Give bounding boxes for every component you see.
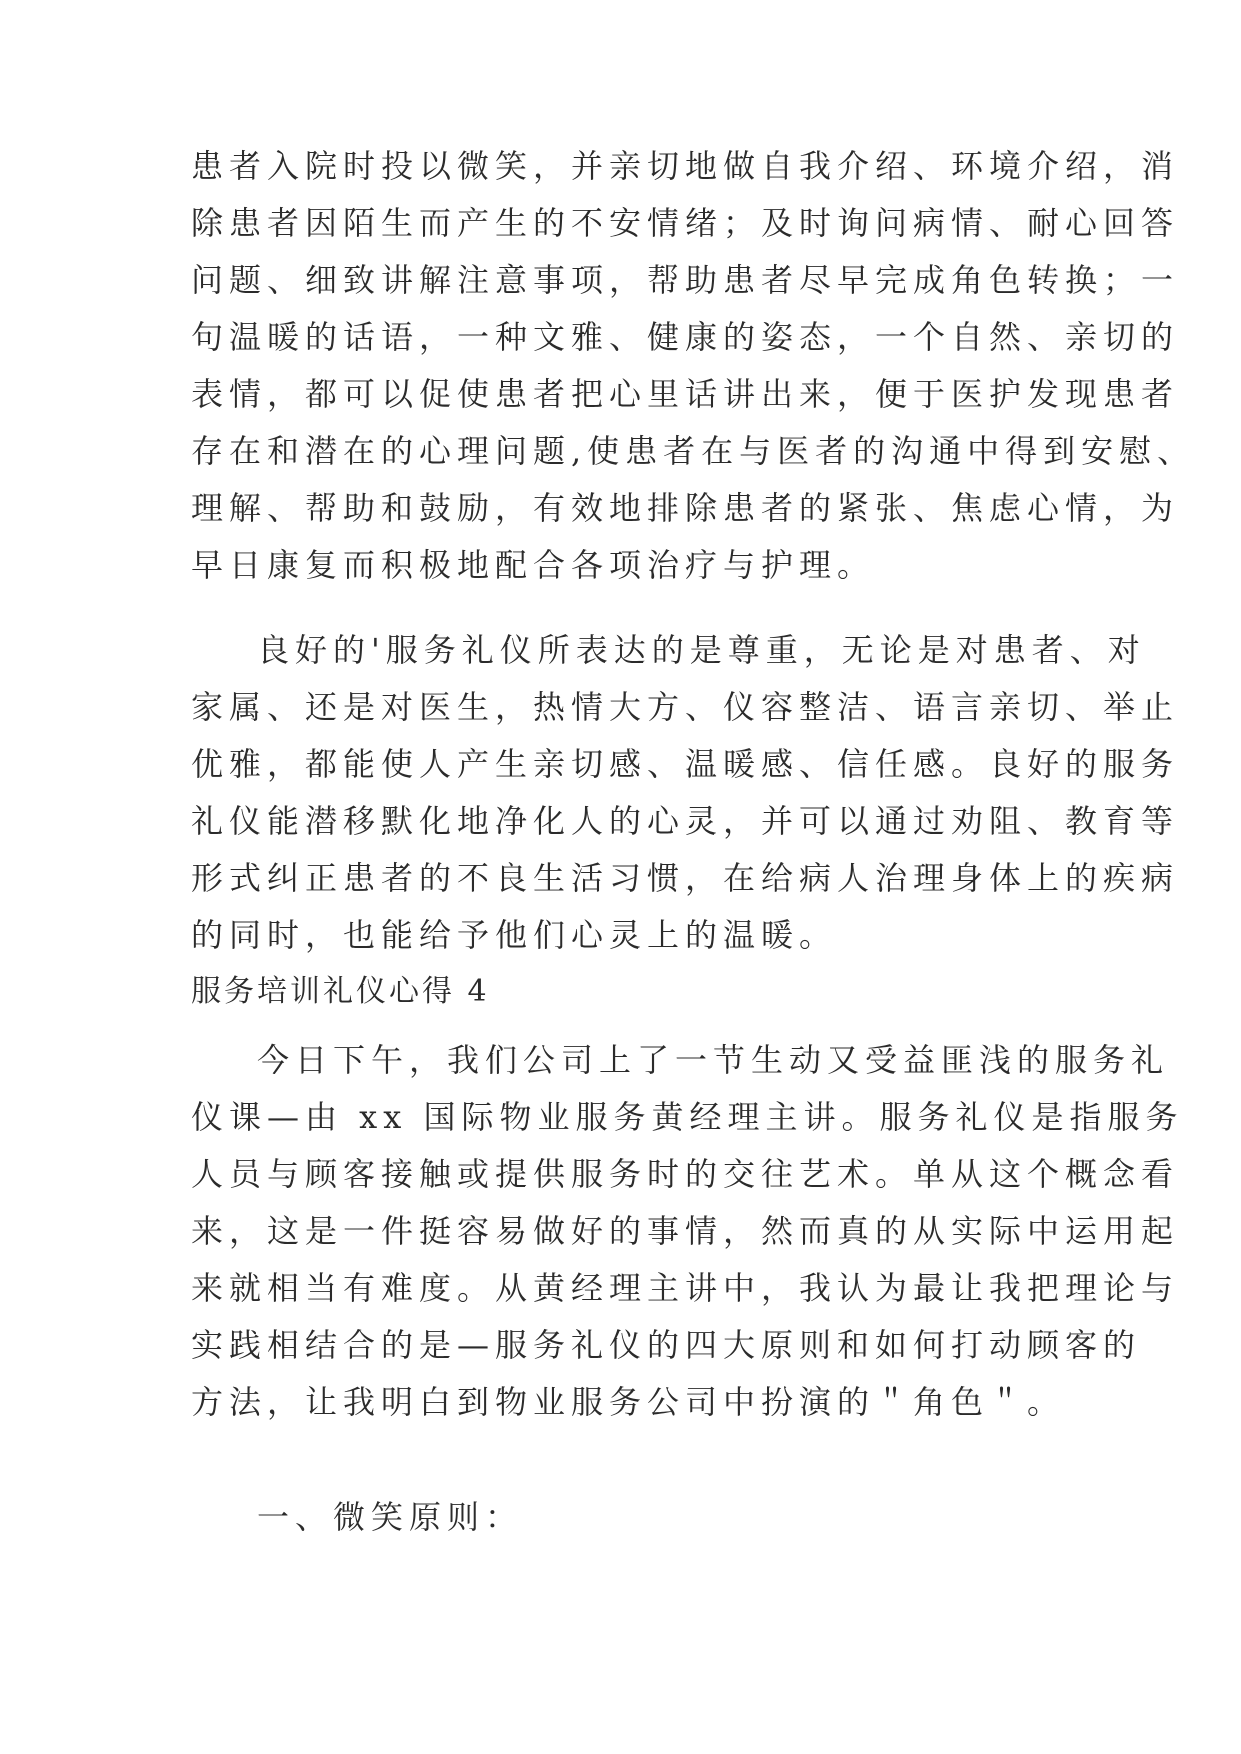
paragraph-3-line-5: 来就相当有难度。从黄经理主讲中，我认为最让我把理论与 [191, 1269, 1180, 1307]
paragraph-1-line-4: 句温暖的话语，一种文雅、健康的姿态，一个自然、亲切的 [191, 318, 1180, 356]
paragraph-2-line-3: 优雅，都能使人产生亲切感、温暖感、信任感。良好的服务 [191, 745, 1180, 783]
paragraph-1-line-8: 早日康复而积极地配合各项治疗与护理。 [191, 546, 876, 584]
paragraph-3-line-4: 来，这是一件挺容易做好的事情，然而真的从实际中运用起 [191, 1212, 1180, 1250]
paragraph-2-line-4: 礼仪能潜移默化地净化人的心灵，并可以通过劝阻、教育等 [191, 802, 1180, 840]
paragraph-1-line-6: 存在和潜在的心理问题,使患者在与医者的沟通中得到安慰、 [191, 432, 1196, 470]
paragraph-3-line-1: 今日下午，我们公司上了一节生动又受益匪浅的服务礼 [257, 1041, 1170, 1079]
section-heading: 服务培训礼仪心得 4 [191, 974, 490, 1009]
paragraph-1-line-1: 患者入院时投以微笑，并亲切地做自我介绍、环境介绍，消 [191, 147, 1180, 185]
paragraph-2-line-1: 良好的'服务礼仪所表达的是尊重，无论是对患者、对 [257, 631, 1146, 669]
paragraph-2-line-6: 的同时，也能给予他们心灵上的温暖。 [191, 916, 838, 954]
paragraph-1-line-5: 表情，都可以促使患者把心里话讲出来，便于医护发现患者 [191, 375, 1180, 413]
paragraph-3-line-2: 仪课—由 xx 国际物业服务黄经理主讲。服务礼仪是指服务 [191, 1098, 1184, 1136]
subsection-title: 一、微笑原则： [257, 1498, 524, 1536]
paragraph-2-line-2: 家属、还是对医生，热情大方、仪容整洁、语言亲切、举止 [191, 688, 1180, 726]
paragraph-1-line-7: 理解、帮助和鼓励，有效地排除患者的紧张、焦虑心情，为 [191, 489, 1180, 527]
paragraph-3-line-7: 方法，让我明白到物业服务公司中扮演的＂角色＂。 [191, 1383, 1066, 1421]
paragraph-1-line-2: 除患者因陌生而产生的不安情绪；及时询问病情、耐心回答 [191, 204, 1180, 242]
paragraph-2-line-5: 形式纠正患者的不良生活习惯，在给病人治理身体上的疾病 [191, 859, 1180, 897]
paragraph-3-line-6: 实践相结合的是—服务礼仪的四大原则和如何打动顾客的 [191, 1326, 1142, 1364]
paragraph-1-line-3: 问题、细致讲解注意事项，帮助患者尽早完成角色转换；一 [191, 261, 1180, 299]
paragraph-3-line-3: 人员与顾客接触或提供服务时的交往艺术。单从这个概念看 [191, 1155, 1180, 1193]
